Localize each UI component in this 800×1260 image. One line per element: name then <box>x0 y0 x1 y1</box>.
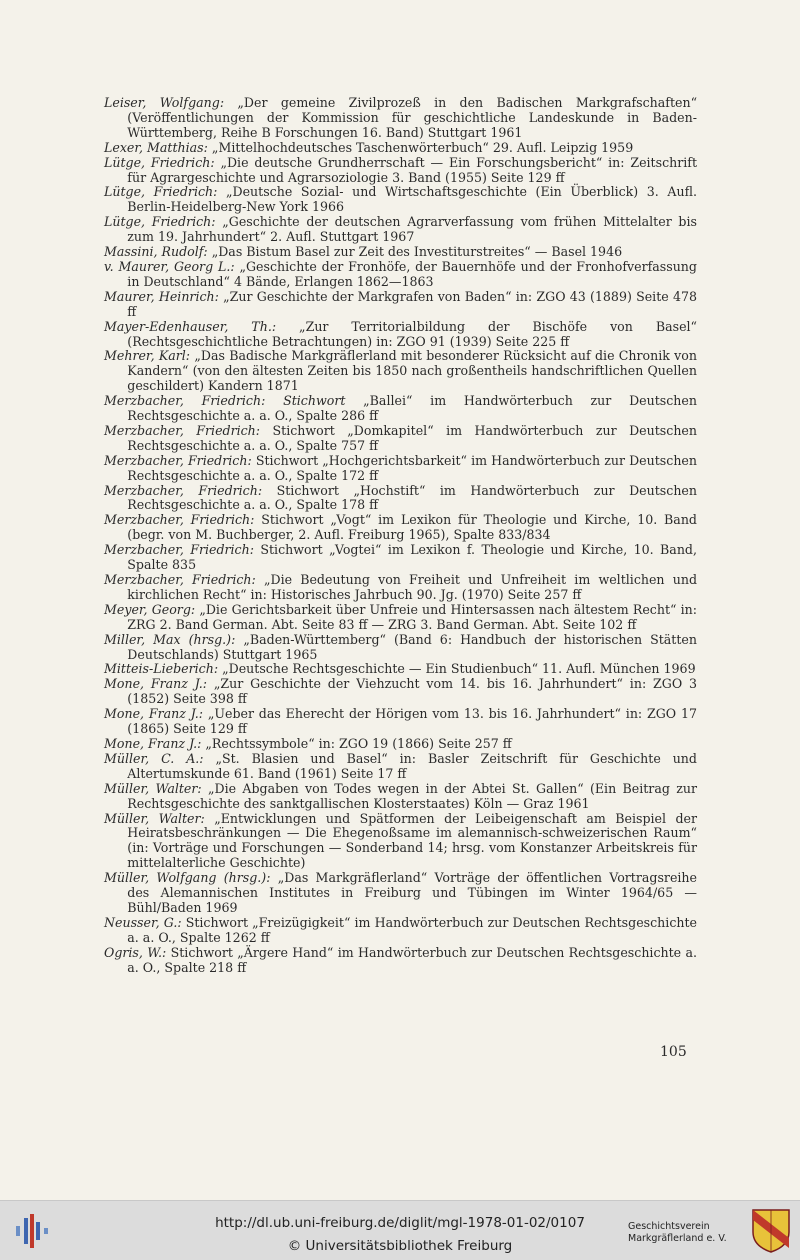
page-number: 105 <box>660 1044 687 1060</box>
bibliography-entry <box>104 662 697 677</box>
bibliography-entry <box>104 677 697 707</box>
bibliography-entry <box>104 260 697 290</box>
entry-text: „Geschichte der deutschen Agrarverfassung vom frühen Mittelalter bis zum 19. Jahrhundert“ 2. Aufl. Stuttgart 1967 <box>127 214 697 245</box>
entry-author: Mone, Franz J.: <box>104 676 208 692</box>
org-name <box>628 1221 727 1245</box>
bibliography-entry <box>104 782 697 812</box>
bibliography-entry <box>104 916 697 946</box>
bibliography-entry <box>104 871 697 916</box>
entry-text: Stichwort „Domkapitel“ im Handwörterbuch zur Deutschen Rechtsgeschichte a. a. O., Spalte 757 ff <box>127 422 697 453</box>
entry-text: Stichwort „Vogt“ im Lexikon für Theologie und Kirche, 10. Band (begr. von M. Buchberger, 2. Aufl. Freiburg 1965), Spalte 833/834 <box>127 512 697 543</box>
entry-author: Lütge, Friedrich: <box>104 214 216 230</box>
entry-author: Lütge, Friedrich: <box>104 154 215 170</box>
entry-author: Maurer, Heinrich: <box>104 288 219 304</box>
bibliography-entry <box>104 245 697 260</box>
bibliography-entry <box>104 156 697 186</box>
bibliography-entry <box>104 812 697 872</box>
entry-author: Lexer, Matthias: <box>104 139 208 155</box>
bibliography-entry <box>104 320 697 350</box>
entry-text: „Deutsche Rechtsgeschichte — Ein Studienbuch“ 11. Aufl. München 1969 <box>222 661 696 677</box>
entry-author: Meyer, Georg: <box>104 601 196 617</box>
bibliography-entry <box>104 633 697 663</box>
footer-url-link[interactable]: http://dl.ub.uni-freiburg.de/diglit/mgl-1978-01-02/0107 <box>215 1215 585 1231</box>
bibliography-entry <box>104 513 697 543</box>
entry-author: Neusser, G.: <box>104 914 182 930</box>
footer-copyright: © Universitätsbibliothek Freiburg <box>287 1238 513 1254</box>
bibliography-entry <box>104 543 697 573</box>
entry-text: „Ballei“ im Handwörterbuch zur Deutschen Rechtsgeschichte a. a. O., Spalte 286 ff <box>127 393 697 424</box>
entry-author: Müller, Wolfgang (hrsg.): <box>104 870 271 886</box>
entry-text: „Ueber das Eherecht der Hörigen vom 13. bis 16. Jahrhundert“ in: ZGO 17 (1865) Seite 129 ff <box>127 706 697 737</box>
bibliography-entry <box>104 454 697 484</box>
entry-author: Merzbacher, Friedrich: <box>104 482 263 498</box>
bibliography-entry <box>104 215 697 245</box>
entry-text: „Das Badische Markgräflerland mit besonderer Rücksicht auf die Chronik von Kandern“ (von den ältesten Zeiten bis 1850 nach großentheils handschriftlichen Quellen geschildert) Kandern 1871 <box>127 348 697 394</box>
coat-of-arms-icon <box>751 1208 791 1254</box>
bibliography-entry <box>104 752 697 782</box>
entry-text: „Baden-Württemberg“ (Band 6: Handbuch der historischen Stätten Deutschlands) Stuttgart 1965 <box>127 631 697 662</box>
entry-text: „Die Bedeutung von Freiheit und Unfreiheit im weltlichen und kirchlichen Recht“ in: Historisches Jahrbuch 90. Jg. (1970) Seite 257 ff <box>127 572 698 602</box>
footer-bar <box>0 1200 800 1260</box>
org-name-line2: Markgräflerland e. V. <box>628 1233 727 1244</box>
bibliography-entry <box>104 707 697 737</box>
bibliography-entry <box>104 185 697 215</box>
entry-text: „Der gemeine Zivilprozeß in den Badischen Markgrafschaften“ (Veröffentlichungen der Kommission für geschichtliche Landeskunde in Baden-Württemberg, Reihe B Forschungen 16. Band) Stuttgart 1961 <box>127 95 698 140</box>
entry-author: Mehrer, Karl: <box>104 348 191 364</box>
entry-author: Müller, Walter: <box>104 780 202 796</box>
entry-author: Ogris, W.: <box>104 944 167 960</box>
entry-text: „Zur Geschichte der Viehzucht vom 14. bis 16. Jahrhundert“ in: ZGO 3 (1852) Seite 398 ff <box>127 676 697 707</box>
entry-text: „Entwicklungen und Spätformen der Leibeigenschaft am Beispiel der Heiratsbeschränkungen — Die Ehegenoßsame im alemannisch-schweizerischen Raum“ (in: Vorträge und Forschungen — Sonderband 14; hrsg. vom Konstanzer Arbeitskreis für mittelalterliche Geschichte) <box>127 810 697 871</box>
entry-author: Mone, Franz J.: <box>104 706 204 722</box>
entry-author: Merzbacher, Friedrich: <box>104 452 252 468</box>
entry-author: Merzbacher, Friedrich: <box>104 512 255 528</box>
bibliography-entry <box>104 946 697 976</box>
bibliography-entry <box>104 141 697 156</box>
bibliography-entry <box>104 603 697 633</box>
entry-author: Müller, Walter: <box>104 810 205 826</box>
bibliography-entry <box>104 394 697 424</box>
entry-text: „Deutsche Sozial- und Wirtschaftsgeschichte (Ein Überblick) 3. Aufl. Berlin-Heidelberg-New York 1966 <box>127 184 697 215</box>
entry-author: Müller, C. A.: <box>104 750 204 766</box>
entry-author: Massini, Rudolf: <box>104 244 208 260</box>
bibliography-entry <box>104 573 697 603</box>
bibliography-entry <box>104 737 697 752</box>
entry-author: Merzbacher, Friedrich: <box>104 572 256 587</box>
entry-text: Stichwort „Vogtei“ im Lexikon f. Theologie und Kirche, 10. Band, Spalte 835 <box>127 542 697 573</box>
entry-author: v. Maurer, Georg L.: <box>104 258 235 274</box>
bibliography-entry <box>104 424 697 454</box>
bibliography-entry <box>104 96 697 141</box>
entry-author: Merzbacher, Friedrich: <box>104 422 261 438</box>
entry-text: „Das Bistum Basel zur Zeit des Investiturstreites“ — Basel 1946 <box>211 244 623 260</box>
entry-text: „Die deutsche Grundherrschaft — Ein Forschungsbericht“ in: Zeitschrift für Agrargeschichte und Agrarsoziologie 3. Band (1955) Seite 129 ff <box>127 154 698 185</box>
entry-author: Merzbacher, Friedrich: <box>104 542 254 558</box>
entry-text: „Die Abgaben von Todes wegen in der Abtei St. Gallen“ (Ein Beitrag zur Rechtsgeschichte des sanktgallischen Klosterstaates) Köln — Graz 1961 <box>127 780 697 811</box>
entry-text: Stichwort „Hochstift“ im Handwörterbuch zur Deutschen Rechtsgeschichte a. a. O., Spalte 178 ff <box>127 482 697 513</box>
entry-text: „Das Markgräflerland“ Vorträge der öffentlichen Vortragsreihe des Alemannischen Institutes in Freiburg und Tübingen im Winter 1964/65 — Bühl/Baden 1969 <box>127 870 697 915</box>
bibliography-entry <box>104 349 697 394</box>
bibliography-entry <box>104 290 697 320</box>
entry-text: „St. Blasien und Basel“ in: Basler Zeitschrift für Geschichte und Altertumskunde 61. Band (1961) Seite 17 ff <box>127 750 697 781</box>
entry-text: Stichwort „Ärgere Hand“ im Handwörterbuch zur Deutschen Rechtsgeschichte a. a. O., Spalte 218 ff <box>127 944 697 975</box>
entry-author: Miller, Max (hrsg.): <box>104 631 236 647</box>
entry-text: „Die Gerichtsbarkeit über Unfreie und Hintersassen nach ältestem Recht“ in: ZRG 2. Band German. Abt. Seite 83 ff — ZRG 3. Band German. Abt. Seite 102 ff <box>127 601 697 632</box>
entry-author: Mitteis-Lieberich: <box>104 661 219 677</box>
entry-text: „Zur Geschichte der Markgrafen von Baden“ in: ZGO 43 (1889) Seite 478 ff <box>127 288 697 319</box>
entry-author: Mone, Franz J.: <box>104 735 202 751</box>
entry-text: „Rechtssymbole“ in: ZGO 19 (1866) Seite 257 ff <box>205 735 512 751</box>
entry-author: Mayer-Edenhauser, Th.: <box>104 318 277 334</box>
entry-text: „Geschichte der Fronhöfe, der Bauernhöfe und der Fronhofverfassung in Deutschland“ 4 Bände, Erlangen 1862—1863 <box>127 258 697 289</box>
bibliography-list <box>104 96 697 975</box>
entry-text: „Mittelhochdeutsches Taschenwörterbuch“ 29. Aufl. Leipzig 1959 <box>211 139 634 155</box>
entry-author: Leiser, Wolfgang: <box>104 95 225 110</box>
org-name-line1: Geschichtsverein <box>628 1221 710 1232</box>
entry-author: Lütge, Friedrich: <box>104 184 218 200</box>
bibliography-entry <box>104 484 697 514</box>
entry-text: „Zur Territorialbildung der Bischöfe von Basel“ (Rechtsgeschichtliche Betrachtungen) in: ZGO 91 (1939) Seite 225 ff <box>127 318 697 349</box>
entry-author: Merzbacher, Friedrich: Stichwort <box>104 393 346 409</box>
entry-text: Stichwort „Hochgerichtsbarkeit“ im Handwörterbuch zur Deutschen Rechtsgeschichte a. a. O., Spalte 172 ff <box>127 452 697 483</box>
entry-text: Stichwort „Freizügigkeit“ im Handwörterbuch zur Deutschen Rechtsgeschichte a. a. O., Spalte 1262 ff <box>127 914 697 945</box>
